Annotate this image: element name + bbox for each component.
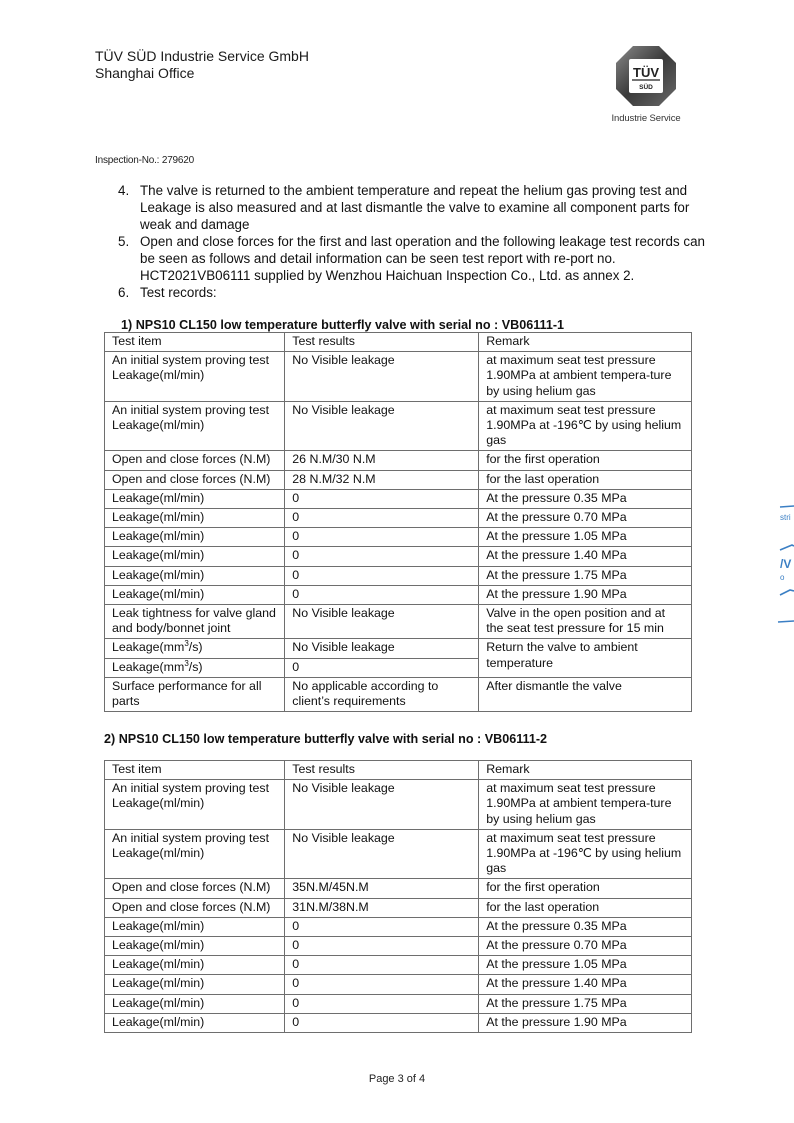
table-row: Leak tightness for valve gland and body/bonnet joint No Visible leakage Valve in the open position and at the seat test pressure for 15 min	[105, 605, 692, 639]
page-number: Page 3 of 4	[368, 1073, 426, 1085]
svg-text:o: o	[780, 573, 785, 582]
svg-text:SÜD: SÜD	[639, 84, 653, 91]
test-records-table-2	[104, 760, 692, 1033]
table-row: Open and close forces (N.M) 26 N.M/30 N.M for the first operation	[105, 451, 692, 470]
step-4: 4. The valve is returned to the ambient temperature and repeat the helium gas proving test and Leakage is also measured and at last dismantle the valve to examine all component parts for weak and damage	[118, 183, 690, 232]
company-header	[95, 48, 309, 82]
table-row: Leakage(ml/min) 0 At the pressure 1.40 MPa	[105, 975, 692, 994]
svg-text:stri: stri	[780, 513, 791, 522]
header-test-results: Test results	[285, 333, 479, 352]
table-row: $Leakage(mm^3/s)$ No Visible leakage Return the valve to ambient temperature	[105, 639, 692, 658]
tuv-logo	[606, 45, 686, 124]
office-name: Shanghai Office	[95, 65, 195, 81]
step-5: 5. Open and close forces for the first and last operation and the following leakage test records can be seen as follows and detail information can be seen test report with re-port no. HCT2021VB06111 supplied by Wenzhou Haichuan Inspection Co., Ltd. as annex 2.	[118, 234, 705, 283]
table-row: $Leakage(mm^3/s)$ 0	[105, 658, 692, 677]
table-row: Leakage(ml/min) 0 At the pressure 0.35 MPa	[105, 489, 692, 508]
tuv-sud-octagon-icon	[615, 45, 677, 107]
table-row: Leakage(ml/min) 0 At the pressure 0.70 MPa	[105, 509, 692, 528]
table-row: Leakage(ml/min) 0 At the pressure 0.70 MPa	[105, 937, 692, 956]
table-row: Leakage(ml/min) 0 At the pressure 1.05 MPa	[105, 528, 692, 547]
table-row: Open and close forces (N.M) 31N.M/38N.M for the last operation	[105, 898, 692, 917]
svg-text:/V: /V	[780, 557, 792, 571]
table-row: An initial system proving test Leakage(ml/min) No Visible leakage at maximum seat test pressure 1.90MPa at ambient tempera-ture by using helium gas	[105, 352, 692, 402]
table-row: Leakage(ml/min) 0 At the pressure 1.90 MPa	[105, 585, 692, 604]
table-header-row	[105, 333, 692, 352]
table-row: Leakage(ml/min) 0 At the pressure 0.35 MPa	[105, 917, 692, 936]
table-row: An initial system proving test Leakage(ml/min) No Visible leakage at maximum seat test pressure 1.90MPa at -196℃ by using helium gas	[105, 829, 692, 879]
table-row: Open and close forces (N.M) 28 N.M/32 N.M for the last operation	[105, 470, 692, 489]
test-records-table-1	[104, 332, 692, 712]
header-test-results: Test results	[285, 761, 479, 780]
table-row: An initial system proving test Leakage(ml/min) No Visible leakage at maximum seat test pressure 1.90MPa at -196℃ by using helium gas	[105, 401, 692, 451]
logo-caption: Industrie Service	[611, 113, 681, 124]
table-row: Leakage(ml/min) 0 At the pressure 1.05 MPa	[105, 956, 692, 975]
svg-text:TÜV: TÜV	[633, 65, 659, 80]
header-remark: Remark	[479, 333, 692, 352]
header-test-item: Test item	[105, 333, 285, 352]
table-row: Leakage(ml/min) 0 At the pressure 1.75 MPa	[105, 566, 692, 585]
table-row: Leakage(ml/min) 0 At the pressure 1.75 MPa	[105, 994, 692, 1013]
table-row: Leakage(ml/min) 0 At the pressure 1.90 MPa	[105, 1013, 692, 1032]
table2-caption: 2) NPS10 CL150 low temperature butterfly valve with serial no : VB06111-2	[104, 732, 548, 746]
header-test-item: Test item	[105, 761, 285, 780]
header-remark: Remark	[479, 761, 692, 780]
table-row: Surface performance for all parts No applicable according to client’s requirements After dismantle the valve	[105, 677, 692, 711]
table1-caption: 1) NPS10 CL150 low temperature butterfly valve with serial no : VB06111-1	[121, 318, 565, 332]
table-header-row	[105, 761, 692, 780]
step-6: 6. Test records:	[118, 285, 217, 300]
table-row: An initial system proving test Leakage(ml/min) No Visible leakage at maximum seat test pressure 1.90MPa at ambient tempera-ture by using helium gas	[105, 780, 692, 830]
table-row: Open and close forces (N.M) 35N.M/45N.M for the first operation	[105, 879, 692, 898]
merged-remark-cell: Return the valve to ambient temperature	[479, 639, 692, 677]
procedure-steps	[118, 182, 708, 301]
company-name: TÜV SÜD Industrie Service GmbH	[95, 48, 309, 64]
inspection-number: Inspection-No.: 279620	[95, 155, 195, 166]
table-row: Leakage(ml/min) 0 At the pressure 1.40 MPa	[105, 547, 692, 566]
partial-stamp-icon	[770, 500, 794, 625]
